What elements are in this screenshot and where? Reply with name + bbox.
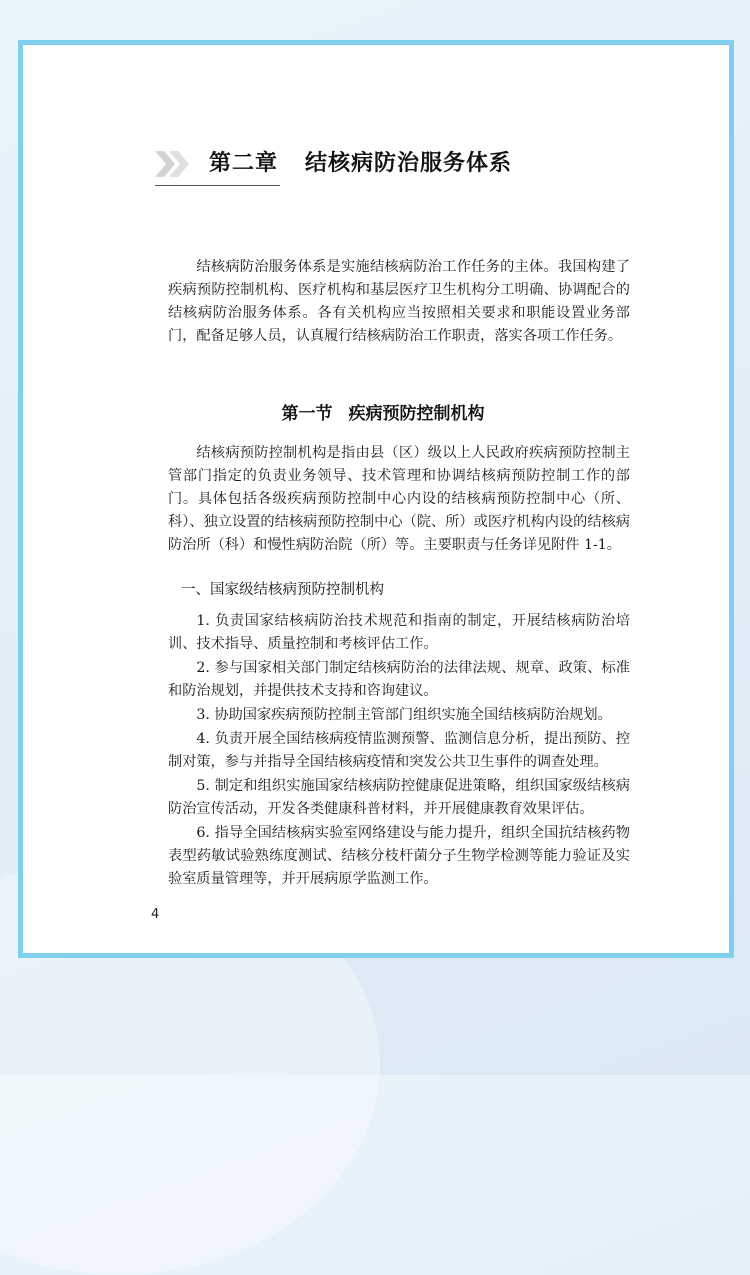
intro-paragraph: 结核病防治服务体系是实施结核病防治工作任务的主体。我国构建了疾病预防控制机构、医疗机构和基层医疗卫生机构分工明确、协调配合的结核病防治服务体系。各有关机构应当按照相关要求和职能设置业务部门，配备足够人员，认真履行结核病防治工作职责，落实各项工作任务。 [168, 259, 630, 344]
chevron-double-right-icon [155, 151, 195, 177]
section-heading [28, 399, 738, 424]
chapter-title: 结核病防治服务体系 [305, 151, 513, 176]
section-title: 疾病预防控制机构 [348, 404, 485, 424]
list-item: 6. 指导全国结核病实验室网络建设与能力提升，组织全国抗结核药物表型药敏试验熟练度测试、结核分枝杆菌分子生物学检测等能力验证及实验室质量管理等，并开展病原学监测工作。 [168, 825, 630, 887]
list-item: 3. 协助国家疾病预防控制主管部门组织实施全国结核病防治规划。 [196, 707, 612, 723]
page-frame [18, 40, 734, 958]
chapter-underline [155, 185, 280, 186]
subsection-heading: 一、国家级结核病预防控制机构 [181, 582, 384, 598]
intro-block [168, 256, 630, 348]
list-item: 4. 负责开展全国结核病疫情监测预警、监测信息分析，提出预防、控制对策，参与并指导全国结核病疫情和突发公共卫生事件的调查处理。 [168, 731, 630, 770]
page-number: 4 [151, 907, 160, 922]
chapter-heading [155, 145, 615, 185]
document-page [28, 50, 724, 948]
section-number: 第一节 [281, 404, 333, 424]
list-item: 5. 制定和组织实施国家结核病防控健康促进策略，组织国家级结核病防治宣传活动，开发各类健康科普材料，并开展健康教育效果评估。 [168, 778, 630, 817]
section-paragraph: 结核病预防控制机构是指由县（区）级以上人民政府疾病预防控制主管部门指定的负责业务领导、技术管理和协调结核病预防控制工作的部门。具体包括各级疾病预防控制中心内设的结核病预防控制中心（所、科）、独立设置的结核病预防控制中心（院、所）或医疗机构内设的结核病防治所（科）和慢性病防治院（所）等。主要职责与任务详见附件 1-1。 [168, 445, 630, 553]
list-item: 1. 负责国家结核病防治技术规范和指南的制定，开展结核病防治培训、技术指导、质量控制和考核评估工作。 [168, 613, 630, 652]
duty-list [168, 610, 630, 891]
chapter-number: 第二章 [209, 151, 279, 176]
list-item: 2. 参与国家相关部门制定结核病防治的法律法规、规章、政策、标准和防治规划，并提供技术支持和咨询建议。 [168, 660, 630, 699]
section-block [168, 442, 630, 557]
